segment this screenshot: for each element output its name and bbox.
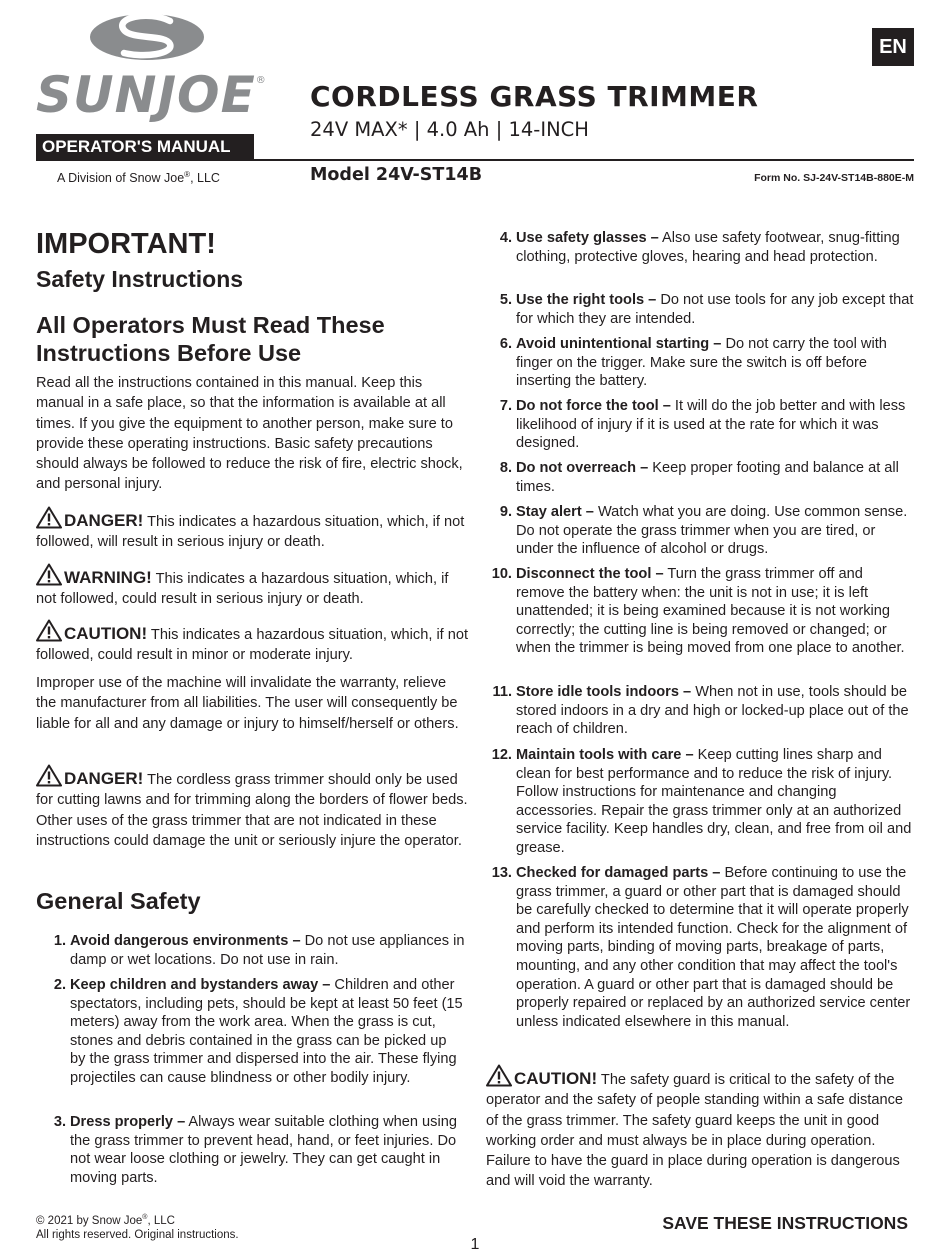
copyright-suffix: , LLC xyxy=(147,1214,175,1227)
item-title: Store idle tools indoors – xyxy=(516,684,692,700)
all-operators-heading: All Operators Must Read These Instructions Before Use xyxy=(36,312,385,366)
item-text: Do not use appliances in damp or wet locations. Do not use in rain. xyxy=(70,933,465,968)
item-number: 11. xyxy=(492,684,512,700)
warning-triangle-icon xyxy=(36,619,62,642)
item-title: Checked for damaged parts – xyxy=(516,865,721,881)
item-title: Dress properly – xyxy=(70,1114,186,1130)
item-text: Turn the grass trimmer off and remove the battery when: the unit is not in use; it is left unattended; it is being examined because it is not working correctly; the cutting line is being removed or changed; or when the trimmer is being moved from one place to another. xyxy=(516,566,905,657)
item-title: Avoid unintentional starting – xyxy=(516,336,722,352)
warning-triangle-icon xyxy=(36,563,62,586)
item-number: 7. xyxy=(499,398,512,414)
item-number: 1. xyxy=(53,933,66,949)
page-subtitle: 24V MAX* | 4.0 Ah | 14-INCH xyxy=(310,118,589,141)
safety-instructions-heading: Safety Instructions xyxy=(36,266,244,292)
language-badge: EN xyxy=(872,28,914,66)
danger-notice xyxy=(36,506,471,553)
item-title: Keep children and bystanders away – xyxy=(70,977,331,993)
danger2-text: The cordless grass trimmer should only be used for cutting lawns and for trimming along the borders of flower beds. Other uses of the grass trimmer that are not indicated in these instructions could damage the unit or seriously injure the operator. xyxy=(36,772,468,849)
danger2-label: DANGER! xyxy=(64,769,144,788)
division-suffix: , LLC xyxy=(190,171,220,186)
page-title: CORDLESS GRASS TRIMMER xyxy=(310,80,759,113)
item-number: 4. xyxy=(499,230,512,246)
form-number: Form No. SJ-24V-ST14B-880E-M xyxy=(754,172,914,184)
warning-text: This indicates a hazardous situation, which, if not followed, could result in serious injury or death. xyxy=(36,571,449,608)
item-title: Disconnect the tool – xyxy=(516,566,664,582)
brand-logo xyxy=(36,66,267,124)
item-title: Stay alert – xyxy=(516,504,594,520)
copyright-mark: ® xyxy=(142,1214,148,1221)
item-number: 2. xyxy=(53,977,66,993)
item-text: Keep cutting lines sharp and clean for best performance and to reduce the risk of injury. Follow instructions for maintenance and changing accessories. Repair the grass trimmer only at an authorized service facility. Keep handles dry, clean, and free from oil and grease. xyxy=(516,747,912,856)
item-text: Do not use tools for any job except that for which they are intended. xyxy=(516,292,914,327)
page-number: 1 xyxy=(470,1236,480,1253)
item-number: 12. xyxy=(491,747,512,763)
item-text: Also use safety footwear, snug-fitting clothing, protective gloves, hearing and head protection. xyxy=(516,230,900,265)
item-text: Watch what you are doing. Use common sense. Do not operate the grass trimmer when you are tired, or under the influence of alcohol or drugs. xyxy=(516,504,908,558)
division-text: A Division of Snow Joe xyxy=(57,171,185,186)
division-mark: ® xyxy=(184,170,191,179)
general-safety-heading: General Safety xyxy=(36,888,201,914)
brand-registered-mark: ® xyxy=(255,75,267,86)
item-number: 8. xyxy=(499,460,512,476)
item-title: Use safety glasses – xyxy=(516,230,659,246)
item-number: 5. xyxy=(499,292,512,308)
header-divider xyxy=(36,159,914,161)
caution-label: CAUTION! xyxy=(64,624,148,643)
sunjoe-logo-mark xyxy=(88,12,206,62)
caution-label: CAUTION! xyxy=(514,1069,598,1088)
item-title: Use the right tools – xyxy=(516,292,657,308)
improper-use-paragraph: Improper use of the machine will invalidate the warranty, relieve the manufacturer from all liabilities. The user will consequently be liable for all and any damage or injury to himself/herself or others. xyxy=(36,675,459,732)
item-title: Avoid dangerous environments – xyxy=(70,933,301,949)
danger-text: This indicates a hazardous situation, which, if not followed, will result in serious injury or death. xyxy=(36,514,465,551)
item-title: Do not force the tool – xyxy=(516,398,671,414)
warning-triangle-icon xyxy=(36,764,62,787)
safety-guard-caution xyxy=(486,1064,916,1192)
item-text: It will do the job better and with less likelihood of injury if it is used at the rate for which it was designed. xyxy=(516,398,906,452)
item-title: Do not overreach – xyxy=(516,460,649,476)
item-text: Children and other spectators, including pets, should be kept at least 50 feet (15 meters) away from the work area. When the grass is cut, stones and debris contained in the grass can be picked up by the grass trimmer and dispersed into the air. These flying projectiles can cause blindness or other bodily injury. xyxy=(70,977,463,1086)
caution-text: This indicates a hazardous situation, which, if not followed, could result in minor or moderate injury. xyxy=(36,627,469,664)
warning-triangle-icon xyxy=(486,1064,512,1087)
important-heading: IMPORTANT! xyxy=(36,228,216,260)
item-text: Keep proper footing and balance at all times. xyxy=(516,460,899,495)
model-number: Model 24V-ST14B xyxy=(310,165,483,185)
warning-notice xyxy=(36,563,471,610)
item-number: 6. xyxy=(499,336,512,352)
item-text: Always wear suitable clothing when using the grass trimmer to prevent head, hand, or feet injuries. Do not wear loose clothing or jewelry. They can get caught in moving parts. xyxy=(70,1114,457,1186)
item-number: 3. xyxy=(53,1114,66,1130)
caution-notice xyxy=(36,619,471,666)
item-number: 9. xyxy=(499,504,512,520)
item-text: Do not carry the tool with finger on the trigger. Make sure the switch is off before inserting the battery. xyxy=(516,336,887,390)
division-line xyxy=(57,170,220,185)
item-text: When not in use, tools should be stored indoors in a dry and high or locked-up place out of the reach of children. xyxy=(516,684,909,738)
operators-manual-label: OPERATOR'S MANUAL xyxy=(36,134,254,160)
item-text: Before continuing to use the grass trimmer, a guard or other part that is damaged should be carefully checked to determine that it will operate properly and perform its intended function. Check for the alignment of moving parts, binding of moving parts, breakage of parts, mounting, and any other condition that may affect the tool's operation. A guard or other part that is damaged should be properly repaired or replaced by an authorized service center unless indicated elsewhere in this manual. xyxy=(516,865,911,1030)
item-title: Maintain tools with care – xyxy=(516,747,694,763)
danger-use-notice xyxy=(36,764,471,851)
item-number: 13. xyxy=(491,865,512,881)
save-instructions: SAVE THESE INSTRUCTIONS xyxy=(662,1213,908,1233)
intro-paragraph: Read all the instructions contained in this manual. Keep this manual in a safe place, so that the information is available at all times. If you give the equipment to another person, make sure to provide these operating instructions. Basic safety precautions should always be followed to reduce the risk of fire, electric shock, and personal injury. xyxy=(36,375,463,493)
warning-label: WARNING! xyxy=(64,568,152,587)
item-number: 10. xyxy=(491,566,512,582)
rights-text: All rights reserved. Original instructions. xyxy=(36,1228,239,1241)
danger-label: DANGER! xyxy=(64,511,144,530)
brand-name: SUNJOE xyxy=(36,66,256,124)
caution-text: The safety guard is critical to the safety of the operator and the safety of people standing within a safe distance of the grass trimmer. The safety guard keeps the unit in good working order and must always be in place during operation. Failure to have the guard in place during operation is dangerous and will void the warranty. xyxy=(486,1072,904,1190)
copyright-text: © 2021 by Snow Joe xyxy=(36,1214,143,1227)
warning-triangle-icon xyxy=(36,506,62,529)
